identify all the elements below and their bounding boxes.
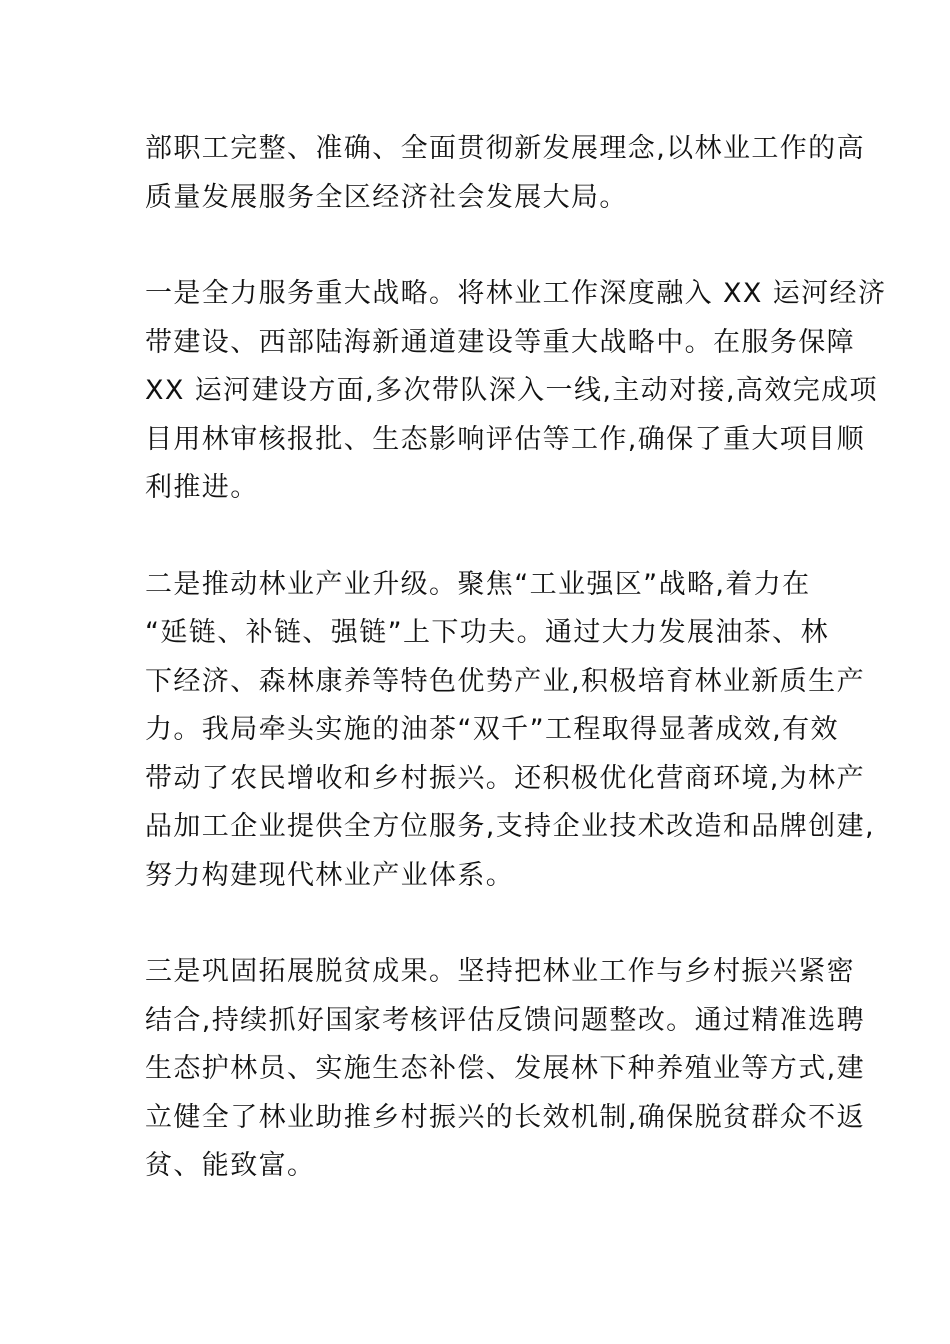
text-line: 带建设、西部陆海新通道建设等重大战略中。在服务保障 xyxy=(145,326,855,358)
text-line: 立健全了林业助推乡村振兴的长效机制,确保脱贫群众不返 xyxy=(145,1101,865,1133)
document-body xyxy=(145,125,887,1239)
text-line: 努力构建现代林业产业体系。 xyxy=(145,859,515,891)
text-line: 结合,持续抓好国家考核评估反馈问题整改。通过精准选聘 xyxy=(145,1004,865,1036)
text-line: 目用林审核报批、生态影响评估等工作,确保了重大项目顺 xyxy=(145,423,865,455)
text-line: 贫、能致富。 xyxy=(145,1150,316,1181)
text-line: 生态护林员、实施生态补偿、发展林下种养殖业等方式,建 xyxy=(145,1053,865,1084)
text-line: 三是巩固拓展脱贫成果。坚持把林业工作与乡村振兴紧密 xyxy=(145,956,855,987)
text-line: 利推进。 xyxy=(145,472,259,503)
text-line: 部职工完整、准确、全面贯彻新发展理念,以林业工作的高 xyxy=(145,133,865,164)
paragraph-poverty-alleviation xyxy=(145,948,865,1191)
text-line: 下经济、森林康养等特色优势产业,积极培育林业新质生产 xyxy=(145,665,865,697)
text-line: 品加工企业提供全方位服务,支持企业技术改造和品牌创建, xyxy=(145,811,875,842)
text-line: 带动了农民增收和乡村振兴。还积极优化营商环境,为林产 xyxy=(145,762,865,794)
text-line: “延链、补链、强链”上下功夫。通过大力发展油茶、林 xyxy=(145,617,829,648)
text-line: 二是推动林业产业升级。聚焦“工业强区”战略,着力在 xyxy=(145,568,811,600)
text-line: 质量发展服务全区经济社会发展大局。 xyxy=(145,181,628,213)
text-line: XX 运河建设方面,多次带队深入一线,主动对接,高效完成项 xyxy=(145,375,878,406)
paragraph-strategy-service xyxy=(145,270,887,513)
paragraph-intro-continuation xyxy=(145,125,865,222)
text-line: 一是全力服务重大战略。将林业工作深度融入 XX 运河经济 xyxy=(145,278,887,309)
text-line: 力。我局牵头实施的油茶“双千”工程取得显著成效,有效 xyxy=(145,714,839,745)
paragraph-industry-upgrade xyxy=(145,561,875,901)
